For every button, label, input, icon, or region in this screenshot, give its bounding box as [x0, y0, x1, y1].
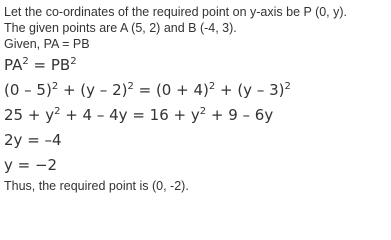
eq2-part-2: + (y – 2)	[58, 81, 128, 99]
equation-expanded	[4, 108, 273, 123]
eq2-exponent-2: 2	[127, 81, 134, 92]
eq3-part-2: + 4 – 4y = 16 + y	[60, 106, 200, 124]
eq3-part-1: 25 + y	[4, 106, 55, 124]
eq2-part-4: + (y – 3)	[215, 81, 285, 99]
eq1-exponent-2: 2	[70, 56, 77, 67]
eq2-part-3: = (0 + 4)	[133, 81, 209, 99]
eq2-exponent-1: 2	[51, 81, 59, 92]
eq3-part-3: + 9 – 6y	[206, 106, 274, 124]
eq1-mid: = PB	[28, 56, 71, 74]
eq1-exponent-1: 2	[22, 56, 29, 67]
conclusion-line: Thus, the required point is (0, -2).	[4, 179, 189, 193]
eq1-lhs: PA	[4, 56, 23, 74]
eq3-exponent-1: 2	[54, 106, 61, 117]
intro-line-1: Let the co-ordinates of the required point on y-axis be P (0, y).	[4, 5, 348, 19]
eq2-exponent-4: 2	[284, 81, 291, 92]
eq2-exponent-3: 2	[208, 81, 216, 92]
intro-line-2: The given points are A (5, 2) and B (-4, 3).	[4, 21, 237, 35]
equation-pa-squared-equals-pb-squared	[4, 58, 77, 73]
eq3-exponent-2: 2	[199, 106, 207, 117]
equation-y: y = −2	[4, 156, 58, 174]
eq2-part-1: (0 – 5)	[4, 81, 52, 99]
equation-2y: 2y = –4	[4, 131, 62, 149]
equation-distance-expansion	[4, 83, 291, 98]
given-line: Given, PA = PB	[4, 37, 90, 51]
